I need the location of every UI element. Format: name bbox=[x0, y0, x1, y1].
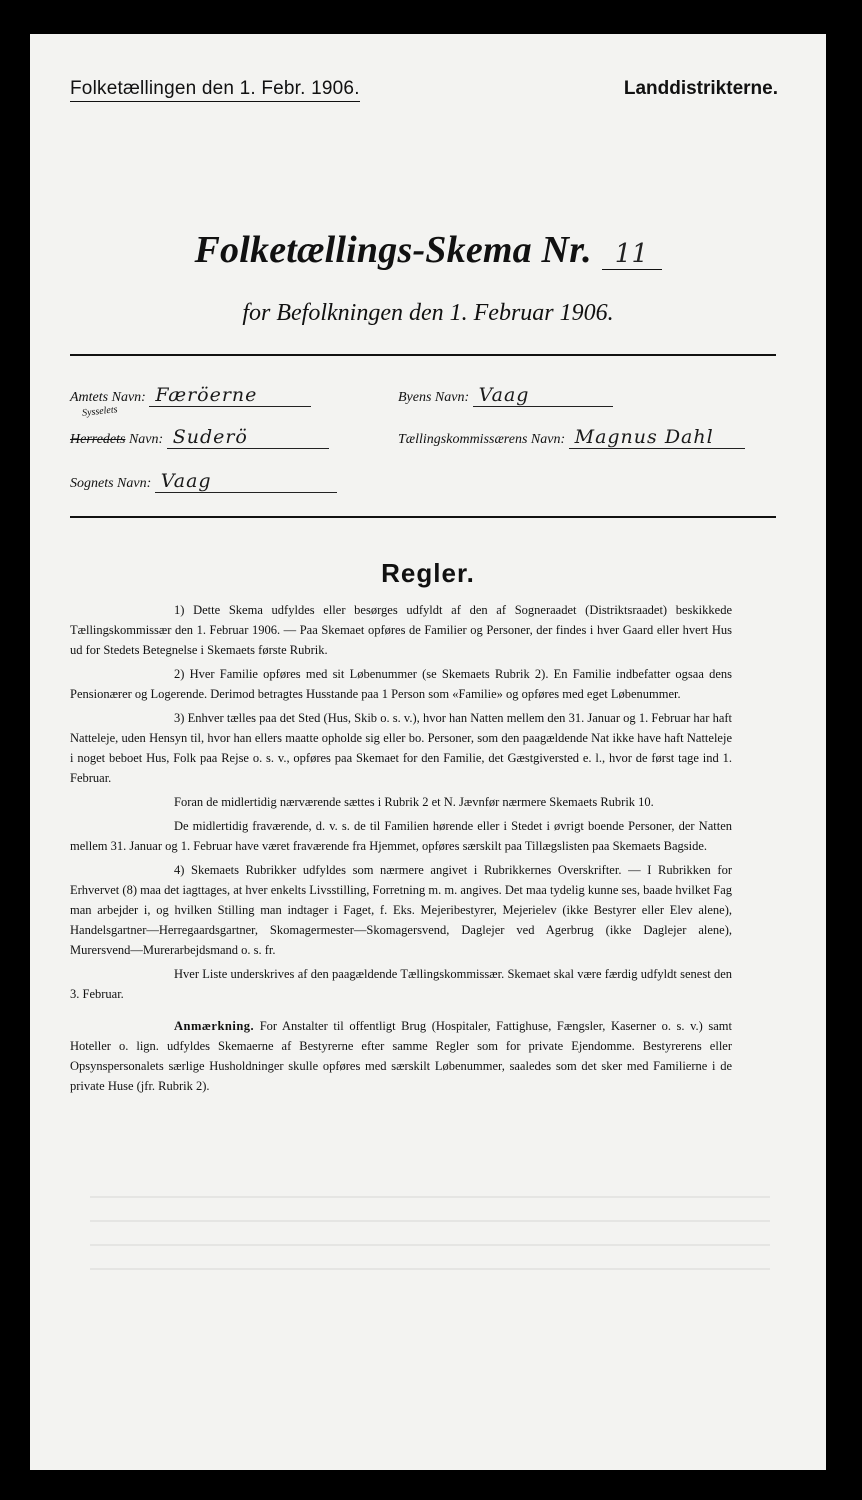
herred-value: Suderö bbox=[167, 426, 329, 449]
rule-3-absent: De midlertidig fraværende, d. v. s. de til Familien hørende eller i Stedet i øvrigt boende Personer, der Natten mellem 31. Januar og 1. Februar have været fraværende fra Hjemmet, opføres særskilt paa Tillægslisten paa Skemaets Bagside. bbox=[70, 819, 732, 853]
form-subtitle: for Befolkningen den 1. Februar 1906. bbox=[242, 300, 614, 326]
byens-field bbox=[398, 384, 613, 407]
sogn-label: Sognets Navn: bbox=[70, 476, 152, 491]
form-title-text: Folketællings-Skema Nr. bbox=[194, 229, 592, 271]
header-district-type: Landdistrikterne. bbox=[623, 78, 778, 99]
herred-label: Navn: bbox=[128, 432, 164, 447]
syssel-note: Sysselets bbox=[81, 404, 119, 419]
kommissaer-value: Magnus Dahl bbox=[569, 426, 745, 449]
note-paragraph bbox=[70, 1016, 732, 1096]
amt-label: Amtets Navn: bbox=[70, 390, 146, 405]
sogn-field bbox=[70, 470, 337, 493]
note-label: Anmærkning. bbox=[174, 1019, 255, 1033]
rule-2: 2) Hver Familie opføres med sit Løbenummer (se Skemaets Rubrik 2). En Familie indbefatter ogsaa dens Pensionærer og Logerende. Derimod betragtes Husstande paa 1 Person som «Familie» og opføres med eget Løbenummer. bbox=[70, 667, 732, 701]
amt-value: Færöerne bbox=[149, 384, 311, 407]
herred-label-struck: Herredets bbox=[70, 432, 126, 447]
byens-label: Byens Navn: bbox=[398, 390, 470, 405]
rule-1: 1) Dette Skema udfyldes eller besørges udfyldt af den af Sogneraadet (Distriktsraadet) beskikkede Tællingskommissær den 1. Februar 1906. — Paa Skemaet opføres de Familier og Personer, der findes i hver Gaard eller hvert Hus ud for Stedets Betegnelse i Skemaets første Rubrik. bbox=[70, 603, 732, 657]
rules-body bbox=[70, 600, 732, 1100]
rule-3-present: Foran de midlertidig nærværende sættes i Rubrik 2 et N. Jævnfør nærmere Skemaets Rubrik 10. bbox=[174, 795, 654, 809]
census-form-page bbox=[30, 34, 826, 1470]
kommissaer-field bbox=[398, 426, 745, 449]
rule-3: 3) Enhver tælles paa det Sted (Hus, Skib o. s. v.), hvor han Natten mellem den 31. Januar og 1. Februar har haft Natteleje, uden Hensyn til, hvor han ellers maatte opholde sig eller bo. Personer, som den paagældende Nat ikke have haft Natteleje i noget beboet Hus, Folk paa Rejse o. s. v., opføres paa Skemaet for den Familie, det Gæstgiversted e. l., hvor de først tage ind 1. Februar. bbox=[70, 711, 732, 785]
header-census-date: Folketællingen den 1. Febr. 1906. bbox=[70, 78, 360, 102]
note-text: For Anstalter til offentligt Brug (Hospitaler, Fattighuse, Fængsler, Kaserner o. s. v.) samt Hoteller o. lign. udfyldes Skemaerne af Bestyrerne efter samme Regler som for private Ejendomme. Bestyrerens eller Opsynspersonalets særlige Husholdninger skulle opføres med særskilt Løbenummer, saaledes som det sker med Familierne i de private Huse (jfr. Rubrik 2). bbox=[70, 1019, 732, 1093]
amt-field bbox=[70, 384, 311, 407]
sogn-value: Vaag bbox=[155, 470, 337, 493]
bleed-through-lines bbox=[90, 1174, 770, 1294]
byens-value: Vaag bbox=[473, 384, 613, 407]
form-title bbox=[30, 228, 826, 272]
kommissaer-label: Tællingskommissærens Navn: bbox=[398, 432, 566, 447]
herred-field bbox=[70, 426, 329, 449]
divider-bottom bbox=[70, 516, 776, 518]
rule-4: 4) Skemaets Rubrikker udfyldes som nærmere angivet i Rubrikkernes Overskrifter. — I Rubrikken for Erhvervet (8) maa det iagttages, at hver enkelts Livsstilling, Forretning m. m. angives. Det maa tydelig kunne ses, baade hvilket Fag man arbejder i, og hvilken Stilling man indtager i Faget, f. Eks. Mejeribestyrer, Mejerielev (ikke Bestyrer eller Elev alene), Handelsgartner—Herregaardsgartner, Skomagermester—Skomagersvend, Daglejer ved Agerbrug (ikke Daglejer alene), Murersvend—Murerarbejdsmand o. s. fr. bbox=[70, 863, 732, 957]
rule-signature: Hver Liste underskrives af den paagældende Tællingskommissær. Skemaet skal være færdig udfyldt senest den 3. Februar. bbox=[70, 967, 732, 1001]
form-number: 11 bbox=[602, 239, 662, 270]
rules-heading: Regler. bbox=[381, 558, 475, 588]
divider-top bbox=[70, 354, 776, 356]
